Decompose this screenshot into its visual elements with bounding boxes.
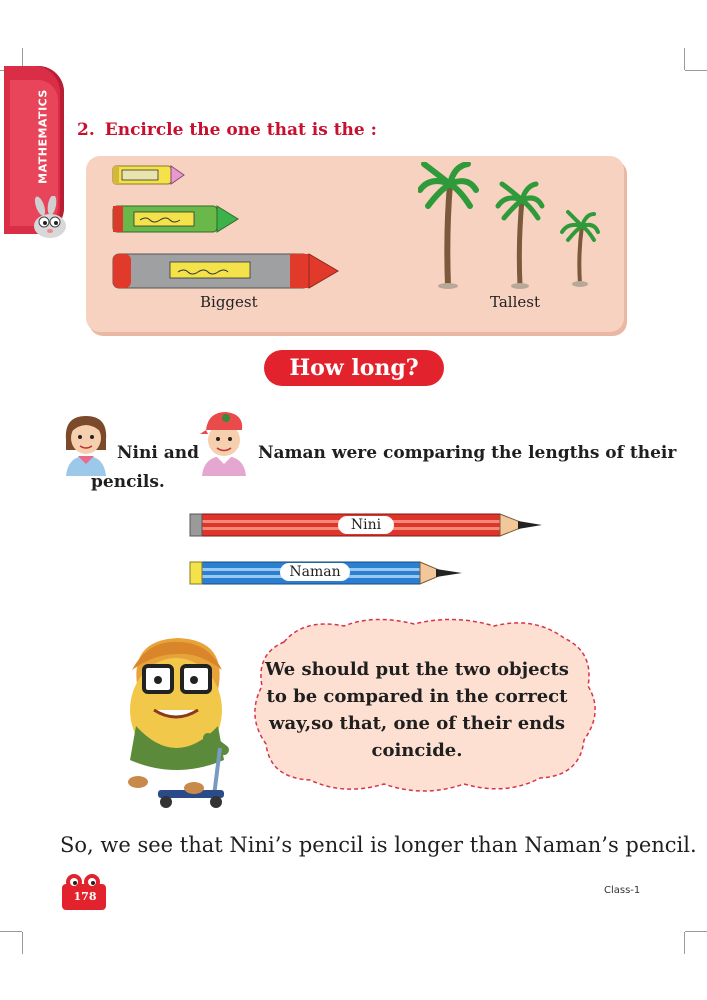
class-label: Class-1 xyxy=(604,885,641,896)
story-part3: pencils. xyxy=(91,472,165,492)
crayon-large xyxy=(113,254,338,288)
section-heading: How long? xyxy=(264,350,444,386)
subject-label: MATHEMATICS xyxy=(36,89,50,184)
palm-tree-tall xyxy=(420,164,476,289)
palm-tree-medium xyxy=(498,184,542,289)
crayon-small xyxy=(113,166,184,184)
crop-mark xyxy=(0,931,22,932)
summary-text: So, we see that Nini’s pencil is longer than Naman’s pencil. xyxy=(60,833,697,857)
question-text: Encircle the one that is the : xyxy=(104,120,377,140)
question-title xyxy=(77,120,377,140)
page-number: 178 xyxy=(73,890,97,903)
crop-mark xyxy=(684,932,685,954)
caption-biggest: Biggest xyxy=(200,293,258,311)
bubble-text: We should put the two objects to be compared in the correct way,so that, one of their ends coincide. xyxy=(265,659,569,761)
crayon-medium xyxy=(113,206,238,232)
palm-trees-illustration xyxy=(418,162,618,292)
bunny-mascot-icon xyxy=(26,196,72,242)
pencil-label-nini: Nini xyxy=(338,516,394,534)
crop-mark xyxy=(685,931,707,932)
crop-mark xyxy=(684,48,685,70)
boy-naman-icon xyxy=(196,408,252,476)
girl-nini-icon xyxy=(60,410,112,476)
palm-tree-short xyxy=(562,212,598,287)
crop-mark xyxy=(22,932,23,954)
mascot-scooter-icon xyxy=(108,630,258,810)
crop-mark xyxy=(685,70,707,71)
crayons-illustration xyxy=(110,162,350,292)
pencil-label-naman: Naman xyxy=(280,563,350,581)
story-part2: Naman were comparing the lengths of their xyxy=(258,443,677,463)
question-number: 2. xyxy=(77,120,95,140)
caption-tallest: Tallest xyxy=(490,293,540,311)
story-part1: Nini and xyxy=(117,443,199,463)
